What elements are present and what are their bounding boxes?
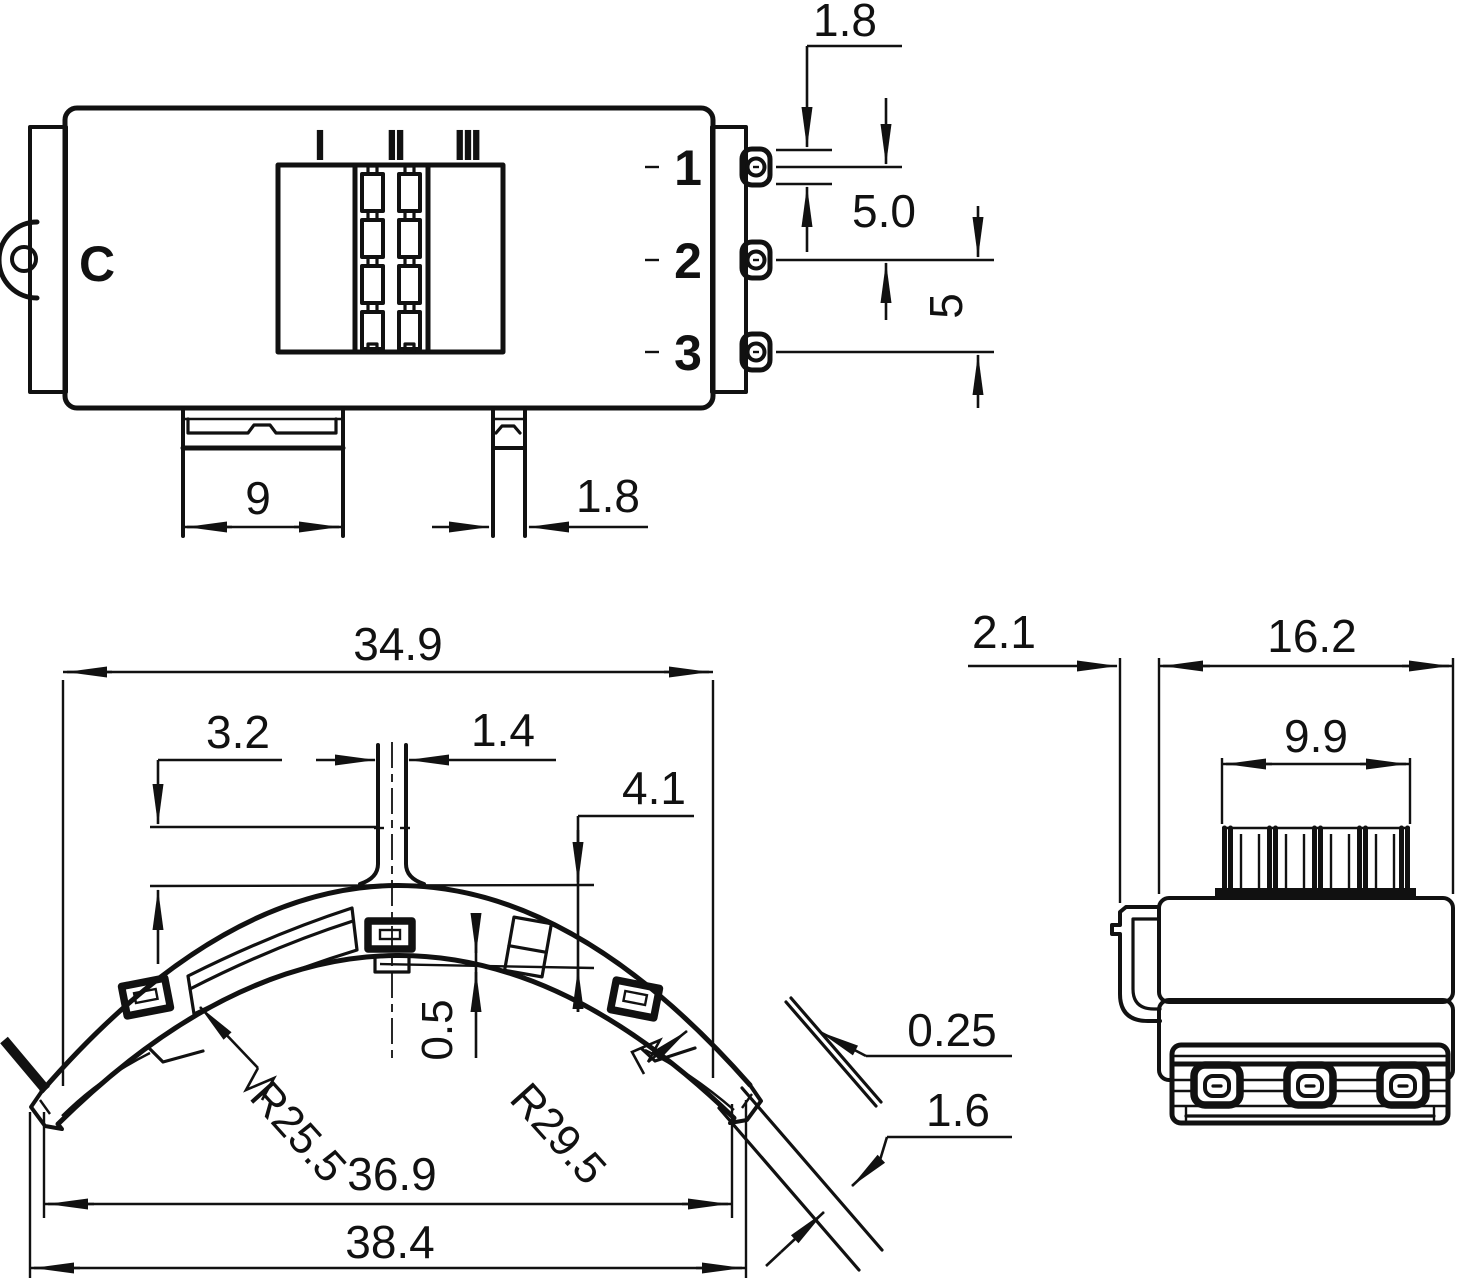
terminal-3	[645, 334, 770, 370]
svg-text:0.5: 0.5	[413, 999, 462, 1061]
radius-inner-callout	[200, 1007, 356, 1192]
svg-text:9.9: 9.9	[1284, 710, 1348, 762]
spring-strip-line-2	[791, 998, 881, 1102]
terminal-label-2: 2	[674, 233, 702, 289]
side-hook	[1112, 907, 1160, 1021]
mark-III: III	[453, 121, 479, 170]
strip-lug-3	[1380, 1065, 1426, 1105]
dim-width-feet	[44, 1104, 732, 1218]
terminal-2	[645, 242, 770, 278]
dim-spring-thickness	[820, 1004, 1012, 1056]
svg-text:38.4: 38.4	[345, 1216, 435, 1268]
dim-end-gap	[766, 1084, 1012, 1266]
right-latch-slot	[611, 980, 660, 1018]
svg-text:1.8: 1.8	[576, 470, 640, 522]
dim-step	[413, 916, 476, 1061]
terminal-1	[645, 149, 770, 185]
front-view	[4, 618, 1012, 1278]
mark-I: I	[313, 121, 323, 170]
svg-text:3.2: 3.2	[206, 706, 270, 758]
top-view	[0, 0, 994, 536]
side-body-upper	[1159, 898, 1453, 1002]
terminal-label-1: 1	[674, 140, 702, 196]
strip-lug-2	[1287, 1065, 1333, 1105]
mark-II: II	[385, 121, 403, 170]
dim-left-foot	[183, 472, 343, 527]
svg-text:4.1: 4.1	[622, 762, 686, 814]
svg-text:34.9: 34.9	[353, 618, 443, 670]
end-face-line-1	[742, 1088, 882, 1250]
switch-window	[278, 165, 503, 352]
dim-comb-width	[1222, 710, 1410, 824]
svg-text:1.4: 1.4	[471, 704, 535, 756]
marking-letter: C	[78, 236, 116, 292]
ref-line-apex	[150, 885, 594, 886]
terminal-label-3: 3	[674, 325, 702, 381]
svg-text:0.25: 0.25	[907, 1004, 997, 1056]
ear-hole	[12, 247, 36, 271]
svg-text:1.6: 1.6	[926, 1084, 990, 1136]
comb-block	[1215, 828, 1416, 898]
svg-text:2.1: 2.1	[972, 606, 1036, 658]
dim-pitch-top	[776, 98, 994, 320]
svg-text:5: 5	[920, 293, 972, 319]
dim-tab-width	[316, 704, 556, 760]
svg-text:R29.5: R29.5	[500, 1073, 616, 1194]
switch-cells-left	[362, 166, 383, 352]
svg-text:5.0: 5.0	[852, 185, 916, 237]
dim-width-inner	[63, 618, 713, 1086]
dim-hook-offset	[968, 606, 1120, 903]
comb-base-flange	[1215, 888, 1416, 898]
side-view	[968, 606, 1453, 1123]
dim-right-foot	[432, 470, 648, 527]
svg-text:1.8: 1.8	[813, 0, 877, 46]
right-foot	[493, 408, 525, 536]
svg-text:9: 9	[245, 472, 271, 524]
svg-text:R25.5: R25.5	[240, 1071, 356, 1192]
left-latch-slot	[122, 978, 171, 1016]
svg-text:36.9: 36.9	[347, 1148, 437, 1200]
dim-tab-height	[158, 706, 282, 964]
switch-cells-right	[399, 166, 420, 352]
strip-lug-1	[1194, 1065, 1240, 1105]
terminal-strip	[1172, 1045, 1448, 1123]
svg-text:16.2: 16.2	[1267, 610, 1357, 662]
